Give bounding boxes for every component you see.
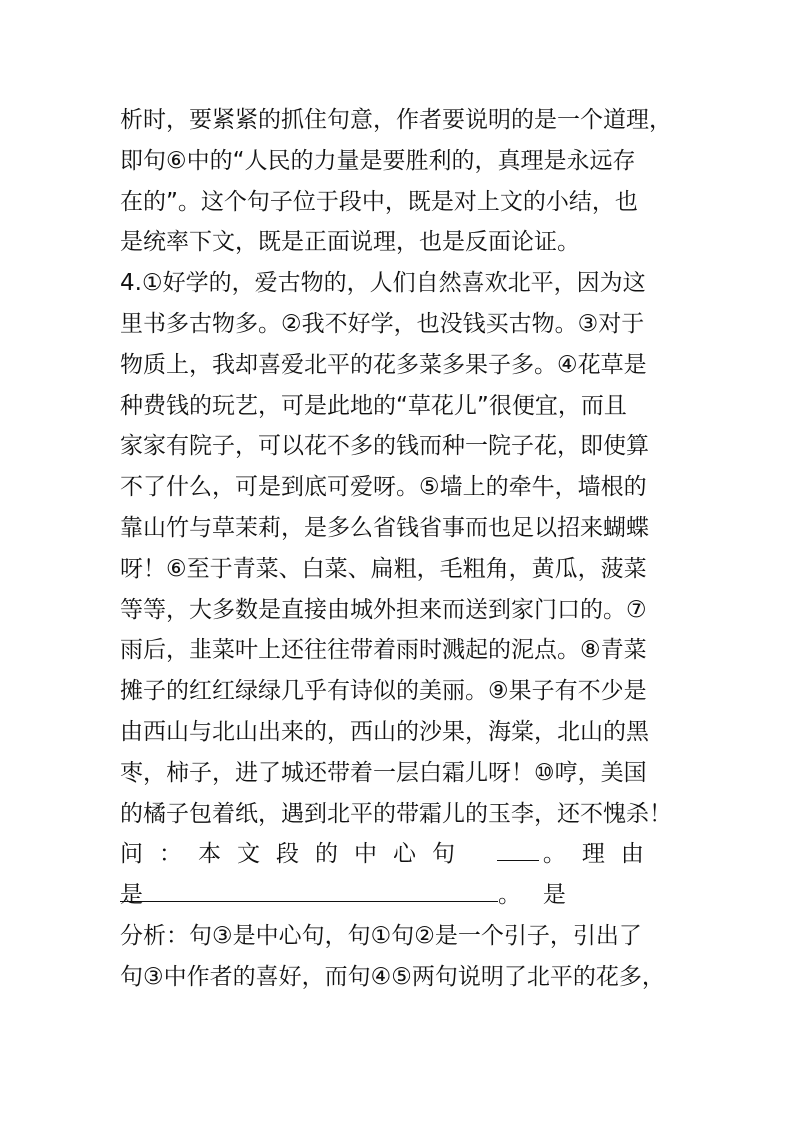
analysis-line-1: 分析：句③是中心句，句①句②是一个引子，引出了 xyxy=(120,922,642,949)
text-line-18: 的橘子包着纸，遇到北平的带霜儿的玉李，还不愧杀！ xyxy=(120,800,672,827)
text-line-6: 里书多古物多。②我不好学，也没钱买古物。③对于 xyxy=(120,310,645,337)
question-text-part2: 。理由是 xyxy=(542,841,660,909)
question-line xyxy=(120,834,692,909)
answer-line-end: 。 xyxy=(498,882,521,909)
analysis-line-2: 句③中作者的喜好，而句④⑤两句说明了北平的花多， xyxy=(120,963,665,990)
text-line-16: 由西山与北山出来的，西山的沙果，海棠，北山的黑 xyxy=(120,718,649,745)
text-line-2: 即句⑥中的“人民的力量是要胜利的，真理是永远存 xyxy=(120,147,636,174)
text-line-14: 雨后，韭菜叶上还往往带着雨时溅起的泥点。⑧青菜 xyxy=(120,637,647,664)
text-line-11: 靠山竹与草茉莉，是多么省钱省事而也足以招来蝴蝶 xyxy=(120,514,649,541)
text-line-9: 家家有院子，可以花不多的钱而种一院子花，即使算 xyxy=(120,433,649,460)
text-line-10: 不了什么，可是到底可爱呀。⑤墙上的牵牛，墙根的 xyxy=(120,474,647,501)
text-line-4: 是统率下文，既是正面说理，也是反面论证。 xyxy=(120,229,580,256)
text-line-3: 在的”。这个句子位于段中，既是对上文的小结，也 xyxy=(120,188,638,215)
text-line-13: 等等，大多数是直接由城外担来而送到家门口的。⑦ xyxy=(120,596,647,623)
answer-blank-short[interactable] xyxy=(497,836,539,861)
text-line-17: 枣，柿子，进了城还带着一层白霜儿呀！⑩哼，美国 xyxy=(120,759,647,786)
text-line-12: 呀！⑥至于青菜、白菜、扁粗，毛粗角，黄瓜，菠菜 xyxy=(120,555,647,582)
text-line-8: 种费钱的玩艺，可是此地的“草花儿”很便宜，而且 xyxy=(120,392,627,419)
answer-blank-long[interactable] xyxy=(120,875,498,902)
text-line-1: 析时，要紧紧的抓住句意，作者要说明的是一个道理， xyxy=(120,107,672,133)
document-body xyxy=(120,100,692,998)
question-text-part1: 问：本文段的中心句是 xyxy=(120,841,471,909)
text-line-15: 摊子的红红绿绿几乎有诗似的美丽。⑨果子有不少是 xyxy=(120,678,647,705)
text-line-7: 物质上，我却喜爱北平的花多菜多果子多。④花草是 xyxy=(120,351,647,378)
text-line-5: 4.①好学的，爱古物的，人们自然喜欢北平，因为这 xyxy=(120,270,646,297)
